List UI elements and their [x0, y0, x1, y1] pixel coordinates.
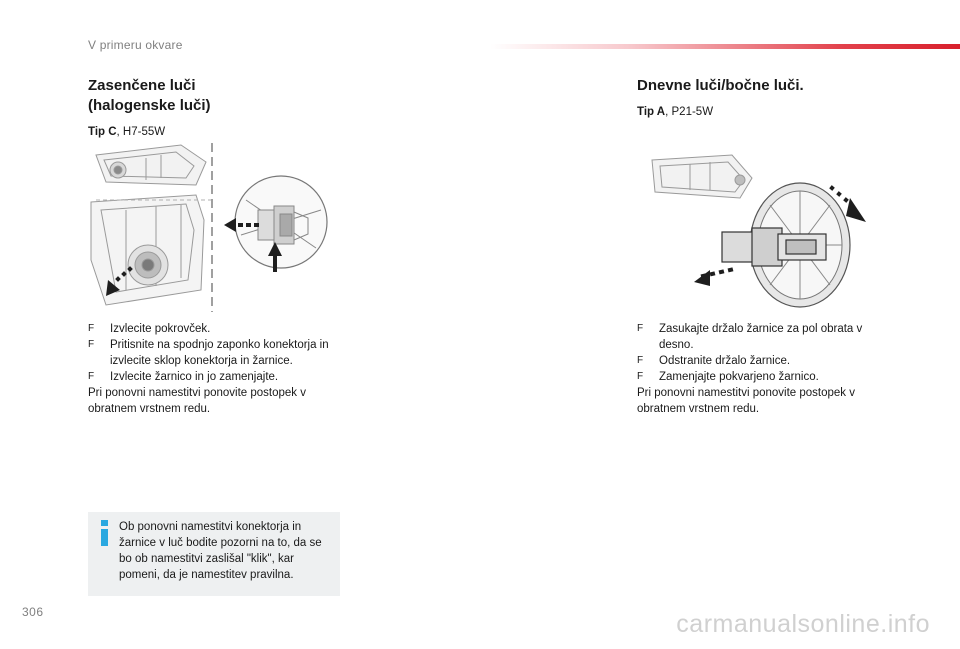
right-step-1-text: Zasukajte držalo žarnice za pol obrata v desno. [659, 323, 863, 351]
right-tip-label: Tip A [637, 106, 666, 118]
step-marker: F [637, 355, 644, 366]
right-instructions [637, 321, 887, 417]
left-reassembly-note: Pri ponovni namestitvi ponovite postopek v obratnem vrstnem redu. [88, 387, 306, 415]
left-step-2 [88, 337, 346, 369]
left-step-3 [88, 369, 346, 385]
info-icon [100, 520, 110, 546]
step-marker: F [88, 339, 95, 350]
left-title-line-2: (halogenske luči) [88, 97, 211, 114]
daytime-lamp-illustration [640, 150, 880, 320]
low-beam-illustration [86, 140, 342, 315]
info-text: Ob ponovni namestitvi konektorja in žarnice v luč bodite pozorni na to, da se bo ob namestitvi zaslišal "klik", kar pomeni, da je namestitev pravilna. [119, 521, 322, 581]
left-title [88, 76, 348, 116]
right-step-2-text: Odstranite držalo žarnice. [659, 355, 791, 367]
left-bulb-type [88, 126, 348, 138]
right-step-2 [637, 353, 887, 369]
left-step-1-text: Izvlecite pokrovček. [110, 323, 211, 335]
section-title: V primeru okvare [88, 38, 183, 52]
right-tip-value: , P21-5W [665, 106, 714, 118]
step-marker: F [637, 323, 644, 334]
step-marker: F [88, 371, 95, 382]
right-bulb-type [637, 106, 887, 118]
left-column-heading [88, 76, 348, 138]
left-step-2-text: Pritisnite na spodnjo zaponko konektorja in izvlecite sklop konektorja in žarnice. [110, 339, 329, 367]
watermark: carmanualsonline.info [676, 610, 930, 638]
left-tip-label: Tip C [88, 126, 117, 138]
left-title-line-1: Zasenčene luči [88, 77, 196, 94]
right-reassembly-note: Pri ponovni namestitvi ponovite postopek v obratnem vrstnem redu. [637, 387, 855, 415]
step-marker: F [88, 323, 95, 334]
left-step-3-text: Izvlecite žarnico in jo zamenjajte. [110, 371, 279, 383]
right-title: Dnevne luči/bočne luči. [637, 77, 804, 94]
right-step-3 [637, 369, 887, 385]
step-marker: F [637, 371, 644, 382]
page-number: 306 [22, 605, 44, 619]
header-accent-bar [490, 44, 960, 49]
left-step-1 [88, 321, 346, 337]
right-step-3-text: Zamenjajte pokvarjeno žarnico. [659, 371, 819, 383]
left-instructions [88, 321, 346, 417]
left-tip-value: , H7-55W [116, 126, 166, 138]
right-column-heading [637, 76, 887, 118]
right-step-1 [637, 321, 887, 353]
info-box [88, 512, 340, 596]
